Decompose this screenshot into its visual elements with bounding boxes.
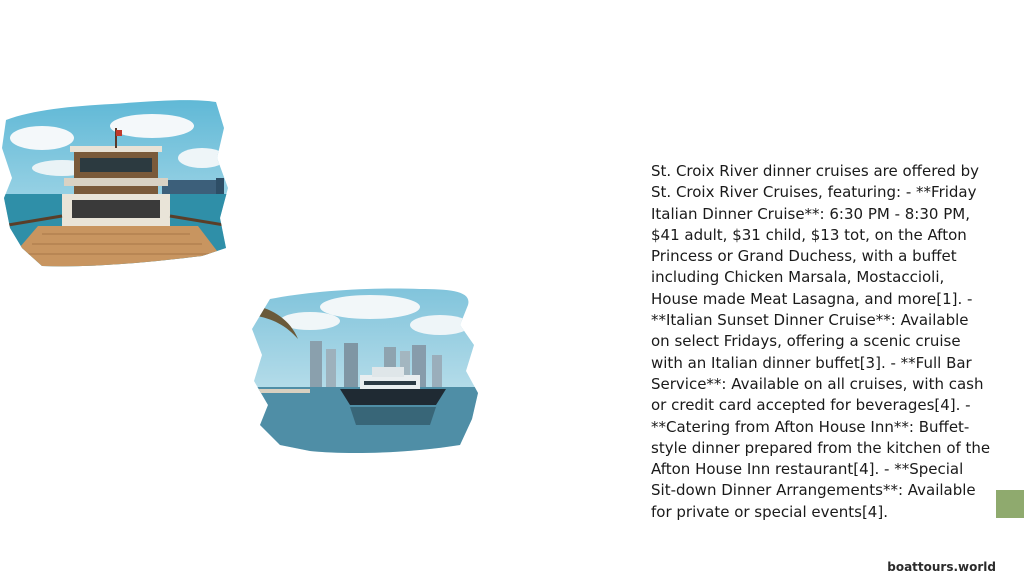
accent-block [996, 490, 1024, 518]
article-text: St. Croix River dinner cruises are offered by St. Croix River Cruises, featuring: - **Friday Italian Dinner Cruise**: 6:30 PM - 8:30 PM, $41 adult, $31 child, $13 tot, on the Afton Princess or Grand Duchess, with a buffet including Chicken Marsala, Mostaccioli, House made Meat Lasagna, and more[1]. - **Italian Sunset Dinner Cruise**: Available on select Fridays, offering a scenic cruise with an Italian dinner buffet[3]. - **Full Bar Service**: Available on all cruises, with cash or credit card accepted for beverages[4]. - **Catering from Afton House Inn**: Buffet-style dinner prepared from the kitchen of the Afton House Inn restaurant[4]. - **Special Sit-down Dinner Arrangements**: Available for private or special events[4]. [651, 162, 991, 521]
houseboat-photo [2, 98, 230, 268]
site-watermark[interactable]: boattours.world [887, 560, 996, 574]
yacht-city-photo [250, 285, 480, 455]
